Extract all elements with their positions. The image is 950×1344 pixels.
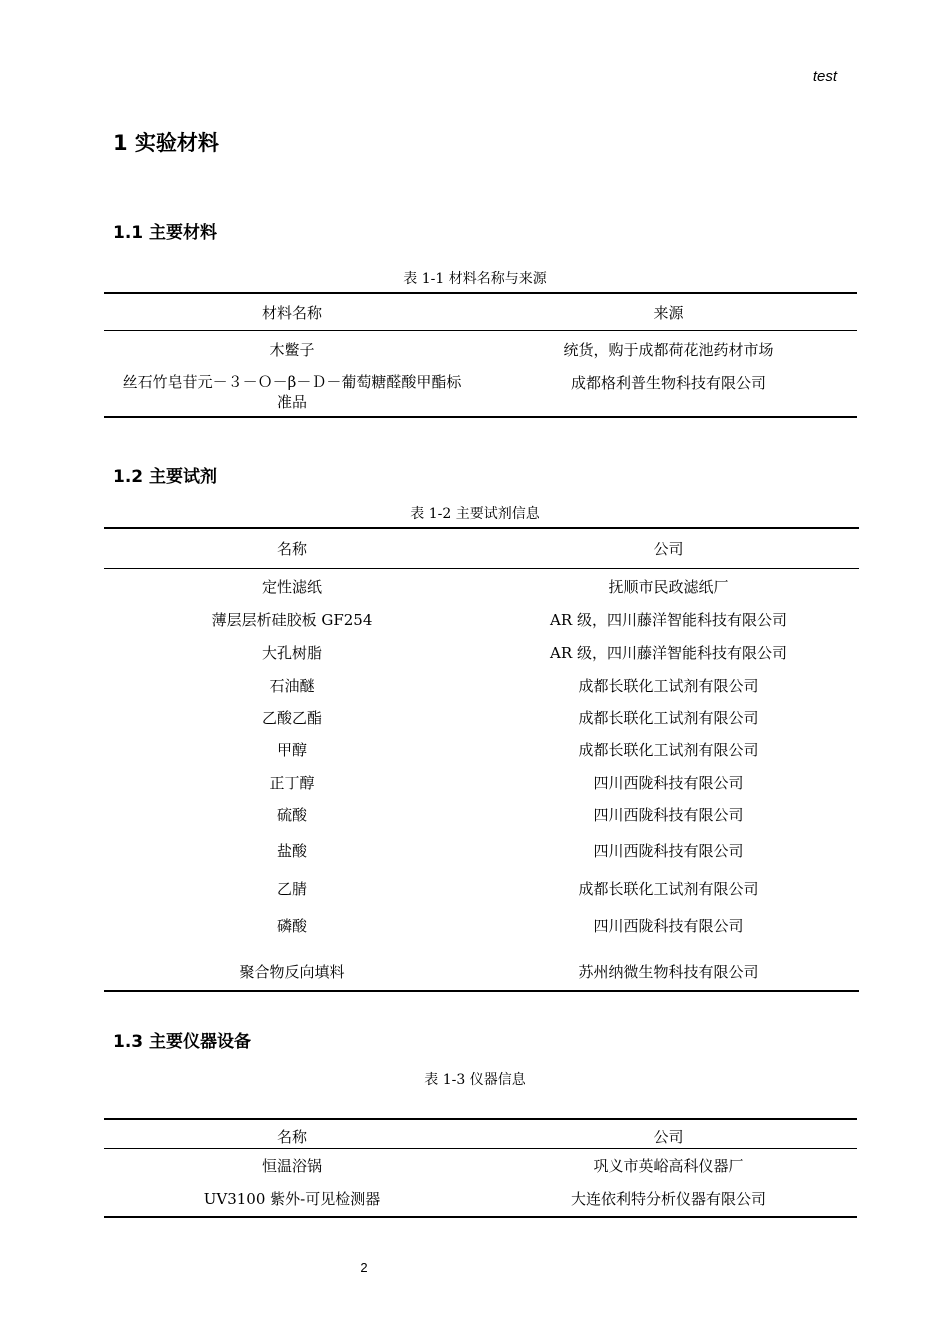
table-1-2-caption: 表 1-2 主要试剂信息 [410,506,540,522]
table-row [104,733,859,766]
table-row [104,831,859,869]
table-cell: 大孔树脂 [261,644,322,662]
table-header [104,529,859,569]
table-cell: UV3100 紫外-可见检测器 [203,1190,381,1208]
table-cell: 恒温浴锅 [261,1156,322,1175]
table-row [104,1181,857,1216]
column-header: 公司 [653,1127,684,1146]
table-header [104,1120,857,1149]
page-number: 2 [360,1260,368,1275]
table-1-3 [104,1118,857,1218]
section-1-2-heading: 1.2 主要试剂 [113,467,218,487]
table-row [104,332,857,366]
section-1-3-heading: 1.3 主要仪器设备 [113,1032,252,1052]
table-cell: 甲醇 [276,741,307,759]
table-cell: 统货，购于成都荷花池药材市场 [563,340,774,359]
column-header: 公司 [653,540,684,558]
table-cell: 乙酸乙酯 [261,708,322,727]
column-header: 名称 [276,540,307,558]
table-cell: 四川西陇科技有限公司 [593,917,744,935]
table-row [104,798,859,831]
table-row [104,366,857,416]
table-1-1-caption: 表 1-1 材料名称与来源 [403,271,547,287]
table-row [104,669,859,701]
table-row [104,603,859,636]
table-row [104,701,859,733]
table-cell: 四川西陇科技有限公司 [593,841,744,860]
table-cell: 薄层层析硅胶板 GF254 [211,611,373,629]
table-cell: AR 级，四川藤洋智能科技有限公司 [550,611,787,629]
table-header [104,294,857,331]
table-cell: 成都长联化工试剂有限公司 [578,879,759,898]
table-cell: 抚顺市民政滤纸厂 [608,577,729,596]
section-1-1-heading: 1.1 主要材料 [113,223,218,243]
table-cell: 巩义市英峪高科仪器厂 [593,1156,744,1175]
table-1-2 [104,527,859,992]
table-1-1 [104,292,857,418]
table-cell: 大连依利特分析仪器有限公司 [570,1190,766,1208]
column-header: 来源 [653,303,684,322]
table-row [104,944,859,990]
table-cell: 石油醚 [269,676,315,695]
table-row [104,636,859,669]
table-row [104,907,859,944]
table-cell: 成都长联化工试剂有限公司 [578,676,759,695]
table-cell: 成都长联化工试剂有限公司 [578,741,759,759]
table-cell: AR 级，四川藤洋智能科技有限公司 [550,644,787,662]
table-cell: 苏州纳微生物科技有限公司 [578,963,759,981]
running-header: test [812,68,837,85]
table-row [104,869,859,907]
table-row [104,766,859,798]
column-header: 名称 [276,1127,307,1146]
table-cell: 成都格利普生物科技有限公司 [570,374,766,392]
table-cell: 四川西陇科技有限公司 [593,773,744,792]
table-cell: 磷酸 [276,917,307,935]
table-row [104,1149,857,1181]
table-cell: 盐酸 [276,841,307,860]
table-cell: 丝石竹皂苷元－３－Ｏ－β－Ｄ－葡萄糖醛酸甲酯标准品 [122,373,462,411]
section-1-heading: 1 实验材料 [113,131,219,155]
column-header: 材料名称 [261,303,322,322]
table-cell: 聚合物反向填料 [239,963,345,981]
table-1-3-caption: 表 1-3 仪器信息 [424,1072,526,1088]
table-cell: 成都长联化工试剂有限公司 [578,708,759,727]
table-cell: 定性滤纸 [261,577,322,596]
table-cell: 四川西陇科技有限公司 [593,806,744,824]
table-cell: 木鳖子 [269,340,315,359]
table-cell: 硫酸 [276,806,307,824]
table-row [104,569,859,603]
table-cell: 正丁醇 [269,773,315,792]
table-cell: 乙腈 [276,879,307,898]
